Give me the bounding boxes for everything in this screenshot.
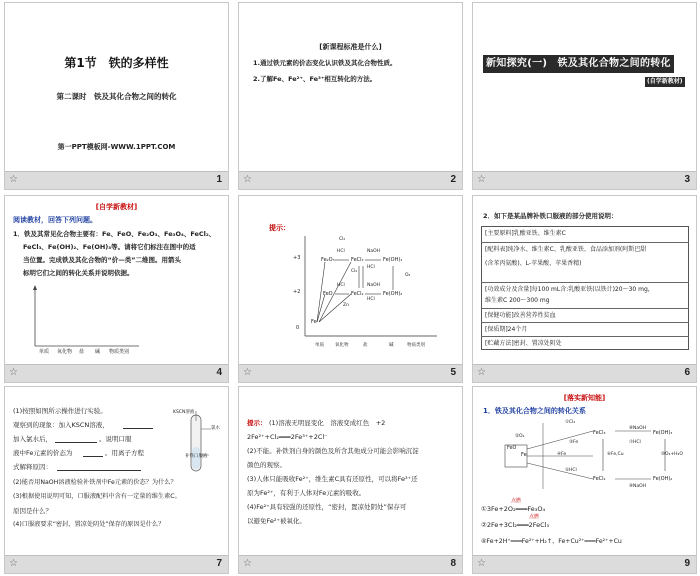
slide-number: 7 [216, 558, 222, 569]
slide-number: 1 [216, 174, 222, 185]
slide-7-status-bar [5, 555, 228, 573]
slide-thumbnail-3[interactable] [472, 2, 697, 190]
slide-5-node-fecl3: FeCl₃ [351, 257, 364, 263]
slide-thumbnail-9[interactable] [472, 386, 697, 574]
slide-5-canvas [239, 196, 462, 364]
star-icon[interactable]: ☆ [477, 174, 486, 185]
slide-5-node-feoh2: Fe(OH)₂ [383, 291, 403, 297]
slide-7-line-3: 加入氯水后， [13, 435, 52, 443]
slide-7-line-1: (1)按照如图所示操作进行实验。 [13, 407, 107, 415]
slide-5-node-fecl2: FeCl₂ [351, 291, 364, 297]
slide-8-line-5: (3)人体只能吸收Fe²⁺，维生素C具有还原性，可以将Fe³⁺还 [247, 475, 418, 483]
slide-6-status-bar [473, 364, 696, 382]
slide-4-axis-label-1: 单质 [39, 349, 50, 355]
slide-4-line-3: 当位置。完成铁及其化合物的“价—类”二维图。用箭头 [23, 256, 182, 264]
slide-6-row-8: [贮藏方法]密封、置凉处阴处 [485, 340, 562, 347]
slide-8-line-3: (2)不能。补铁剂自身的颜色及所含其他成分可能会影响沉淀 [247, 447, 419, 455]
table-divider [481, 336, 689, 337]
slide-thumbnail-4[interactable] [4, 195, 229, 383]
slide-5-reagent-4: HCl [367, 265, 375, 270]
slide-thumbnail-2[interactable] [238, 2, 463, 190]
slide-9-condition-2: 点燃 [529, 514, 540, 520]
slide-8-line-2: 2Fe²⁺+Cl₂═══2Fe³⁺+2Cl⁻ [247, 433, 328, 441]
star-icon[interactable]: ☆ [243, 174, 252, 185]
slide-5-node-feoh3: Fe(OH)₃ [383, 257, 403, 263]
slide-4-axis-label-3: 盐 [79, 349, 85, 355]
slide-9-equation-3: ④Fe+2H⁺═══Fe²⁺+H₂↑，Fe+Cu²⁺═══Fe²⁺+Cu [481, 538, 622, 545]
diagram-label-7: ⑦HCl [629, 440, 641, 445]
slide-8-line-6: 原为Fe²⁺，有利于人体对Fe元素的吸收。 [247, 489, 366, 497]
slide-thumbnail-5[interactable] [238, 195, 463, 383]
slide-5-reagent-3: NaOH [367, 249, 381, 254]
slide-7-line-11: (4)口服液要求“密封、置凉处阴处”保存的原因是什么？ [13, 521, 165, 528]
slide-2-status-bar [239, 171, 462, 189]
slide-5-reagent-8: Zn [343, 303, 349, 308]
slide-2-heading: [新课程标准是什么] [319, 43, 382, 51]
slide-7-line-2: 观察到的现象：加入KSCN溶液， [13, 421, 109, 429]
slide-9-equation-1: ①3Fe+2O₂═══Fe₃O₄ [481, 505, 546, 513]
slide-5-reagent-2: HCl [337, 249, 345, 254]
slide-4-heading: [自学新教材] [95, 203, 138, 211]
star-icon[interactable]: ☆ [477, 367, 486, 378]
slide-7-line-7: 式解释原因： [13, 463, 52, 471]
slide-5-xlabel-3: 盐 [363, 343, 368, 348]
slide-6-heading: 2．如下是某品牌补铁口服液的部分使用说明： [483, 212, 618, 220]
slide-9-condition-1: 点燃 [511, 498, 522, 504]
slide-6-row-1: [主要原料]乳酸亚铁、维生素C [485, 230, 566, 237]
slide-9-status-bar [473, 555, 696, 573]
diagram-node-feoh3: Fe(OH)₃ [653, 430, 673, 436]
tube-label-chlorine: 氯水 [211, 426, 220, 431]
diagram-label-6: ⑥Fe,Cu [607, 452, 624, 457]
slide-8-line-7: (4)Fe²⁺具有较强的还原性，“密封，置凉处阴处”保存可 [247, 503, 407, 511]
slide-9-canvas [473, 387, 696, 555]
slide-9-sub: 1．铁及其化合物之间的转化关系 [483, 407, 586, 415]
slide-6-row-6: [保健功能]改善营养性贫血 [485, 312, 556, 319]
slide-6-row-3: (含苯丙氨酸)、L-苹果酸、苹果香精) [485, 260, 582, 267]
slide-9-heading: [落实新知能] [563, 394, 606, 402]
slide-5-hint: 提示： [269, 224, 290, 232]
slide-5-node-fe2o3: Fe₂O₃ [321, 257, 335, 263]
slide-3-tag: (自学新教材) [647, 78, 683, 85]
tube-label-oral-liquid: 补铁口服液 [185, 454, 208, 459]
slide-4-status-bar [5, 364, 228, 382]
slide-8-line-4: 颜色的观察。 [247, 461, 286, 469]
slide-4-line-1: 1．铁及其常见化合物主要有：Fe、FeO、Fe₂O₃、Fe₃O₄、FeCl₂、 [13, 230, 216, 238]
star-icon[interactable]: ☆ [9, 367, 18, 378]
slide-4-intro: 阅读教材，回答下列问题。 [13, 216, 97, 224]
table-divider [481, 308, 689, 309]
slide-7-line-5: 液中Fe元素的价态为 [13, 449, 73, 457]
slide-8-line-1: (1)溶液无明显变化 溶液变成红色 +2 [269, 419, 386, 427]
slide-7-line-10: 原因是什么？ [13, 507, 52, 515]
slide-number: 6 [684, 367, 690, 378]
slide-1-canvas [5, 3, 228, 171]
slide-4-canvas [5, 196, 228, 364]
slide-1-status-bar [5, 171, 228, 189]
slide-5-xlabel-2: 氧化物 [335, 343, 349, 348]
slide-6-row-4: [功效成分及含量]每100 mL含:乳酸亚铁(以铁计)20～30 mg， [485, 286, 654, 293]
slide-3-banner: 新知探究(一) 铁及其化合物之间的转化 [483, 55, 674, 73]
diagram-node-feo: FeO [507, 446, 517, 451]
slide-5-reagent-10: HCl [367, 297, 375, 302]
slide-8-line-8: 以避免Fe²⁺被氧化。 [247, 517, 306, 525]
slide-6-row-5: 维生素C 200～300 mg [485, 297, 550, 304]
slide-5-ytick-2: +2 [293, 289, 301, 295]
slide-9-equation-2: ②2Fe+3Cl₂═══2FeCl₃ [481, 521, 550, 529]
diagram-label-2: ②O₂ [515, 434, 525, 439]
slide-4-line-4: 标明它们之间的转化关系并说明依据。 [23, 269, 134, 277]
diagram-label-9: ⑨NaOH [629, 484, 647, 489]
slide-number: 3 [684, 174, 690, 185]
slide-2-canvas [239, 3, 462, 171]
answer-blank[interactable] [55, 435, 97, 443]
diagram-label-3: ③Fe [569, 440, 579, 445]
slide-5-ytick-1: +3 [293, 255, 301, 261]
star-icon[interactable]: ☆ [243, 367, 252, 378]
tube-label-kscn: KSCN溶液 [173, 410, 195, 415]
diagram-node-fe: Fe [521, 452, 527, 458]
slide-number: 5 [450, 367, 456, 378]
slide-5-valence-diagram [289, 232, 439, 352]
table-divider [481, 242, 689, 243]
slide-5-reagent-6: HCl [337, 283, 345, 288]
slide-5-status-bar [239, 364, 462, 382]
answer-blank[interactable] [57, 463, 141, 471]
slide-5-xlabel-1: 单质 [315, 343, 324, 348]
slide-7-line-4: 。说明口服 [99, 435, 132, 443]
slide-4-axis-label-5: 物质类别 [109, 349, 130, 355]
slide-7-canvas [5, 387, 228, 555]
slide-8-hint: 提示： [247, 419, 267, 427]
slide-number: 4 [216, 367, 222, 378]
slide-7-line-8: (2)能否用NaOH溶液检验补铁剂中Fe元素的价态？为什么？ [13, 479, 177, 486]
slide-8-canvas [239, 387, 462, 555]
answer-blank[interactable] [83, 449, 103, 457]
slide-thumbnail-6[interactable] [472, 195, 697, 383]
diagram-node-feoh2: Fe(OH)₂ [653, 476, 673, 482]
slide-number: 8 [450, 558, 456, 569]
diagram-label-4: ④Fe [557, 452, 567, 457]
slide-number: 2 [450, 174, 456, 185]
slide-4-axis-label-4: 碱 [95, 349, 101, 355]
slide-4-line-2: FeCl₃、Fe(OH)₂、Fe(OH)₃等。请将它们标注在图中的适 [23, 243, 196, 251]
slide-3-canvas [473, 3, 696, 171]
slide-5-xlabel-5: 物质类别 [407, 343, 425, 348]
diagram-node-fecl3: FeCl₃ [593, 430, 606, 436]
diagram-label-8: ⑧NaOH [629, 426, 647, 431]
slide-7-line-9: (3)根据使用说明可知，口服液配料中含有一定量的维生素C。 [13, 493, 181, 500]
slide-5-reagent-1: Cl₂ [339, 237, 346, 242]
star-icon[interactable]: ☆ [477, 558, 486, 569]
slide-5-reagent-9: Cl₂ [351, 269, 358, 274]
slide-1-subtitle: 第二课时 铁及其化合物之间的转化 [56, 92, 177, 101]
star-icon[interactable]: ☆ [243, 558, 252, 569]
answer-blank[interactable] [123, 421, 153, 429]
slide-thumbnail-8[interactable] [238, 386, 463, 574]
slide-6-row-2: [配料表]纯净水、维生素C、乳酸亚铁、食品添加剂(阿斯巴甜 [485, 246, 647, 253]
table-divider [481, 322, 689, 323]
slide-5-node-fe: Fe [311, 319, 317, 325]
slide-7-line-6: 。用离子方程 [105, 449, 144, 457]
slide-thumbnail-1[interactable] [4, 2, 229, 190]
slide-6-row-7: [保质期]24个月 [485, 326, 528, 333]
diagram-label-10: ⑩O₂+H₂O [661, 452, 683, 457]
slide-1-title: 第1节 铁的多样性 [64, 56, 169, 70]
test-tube-diagram [177, 411, 225, 477]
slide-5-reagent-7: NaOH [367, 283, 381, 288]
slide-1-footer: 第一PPT模板网-WWW.1PPT.COM [57, 143, 176, 151]
diagram-label-5: ⑤HCl [565, 468, 577, 473]
slide-5-ytick-3: 0 [296, 325, 300, 331]
slide-thumbnail-7[interactable] [4, 386, 229, 574]
diagram-node-fecl2: FeCl₂ [593, 476, 606, 482]
slide-5-reagent-5: O₂ [405, 273, 411, 278]
star-icon[interactable]: ☆ [9, 558, 18, 569]
slide-number: 9 [684, 558, 690, 569]
slide-4-axis-label-2: 氧化物 [57, 349, 73, 355]
slide-2-line-2: 2.了解Fe、Fe²⁺、Fe³⁺相互转化的方法。 [253, 75, 377, 83]
slide-3-status-bar [473, 171, 696, 189]
star-icon[interactable]: ☆ [9, 174, 18, 185]
slide-8-status-bar [239, 555, 462, 573]
slide-2-line-1: 1.通过铁元素的价态变化认识铁及其化合物性质。 [253, 59, 397, 67]
slide-6-canvas [473, 196, 696, 364]
table-divider [481, 282, 689, 283]
slide-5-node-feo: FeO [323, 291, 333, 297]
diagram-label-1: ①Cl₂ [565, 420, 576, 425]
slide-5-xlabel-4: 碱 [389, 343, 394, 348]
